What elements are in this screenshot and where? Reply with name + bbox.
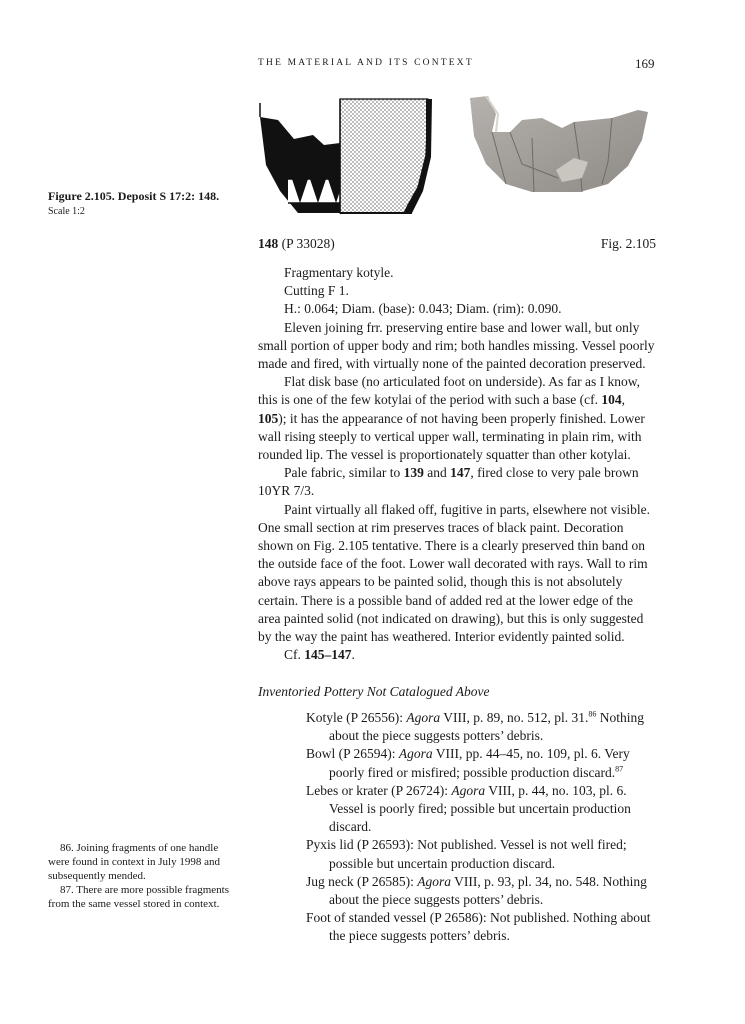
inventory-item: Jug neck (P 26585): Agora VIII, p. 93, pl. 34, no. 548. Nothing about the piece suggests potters’ debris.	[306, 873, 647, 908]
entry-number: 148	[258, 236, 279, 251]
inventory-list	[306, 709, 658, 946]
catalogue-entry-heading	[258, 236, 656, 252]
entry-dimensions: H.: 0.064; Diam. (base): 0.043; Diam. (rim): 0.090.	[284, 301, 562, 317]
figure-caption	[48, 189, 238, 219]
entry-fabric: Pale fabric, similar to 139 and 147, fired close to very pale brown 10YR 7/3.	[258, 465, 639, 499]
catalogue-entry-body	[258, 264, 656, 664]
entry-context: Cutting F 1.	[284, 283, 349, 299]
entry-decoration: Paint virtually all flaked off, fugitive in parts, elsewhere not visible. One small section at rim preserves traces of black paint. Decoration shown on Fig. 2.105 tentative. There is a clearly preserved thin band on the outside face of the foot. Lower wall decorated with rays. Wall to rim above rays appears to be painted solid, though this is not absolutely certain. There is a possible band of added red at the lower edge of the area painted solid (not indicated on drawing), but this is only suggested by the way the paint has weathered. Interior evidently painted solid.	[258, 501, 651, 645]
entry-description: Fragmentary kotyle.	[284, 265, 394, 280]
entry-comparanda: Cf. 145–147.	[284, 647, 355, 663]
footnote: 86. Joining fragments of one handle were found in context in July 1998 and subsequently mended.	[48, 842, 220, 882]
figure-caption-title: Figure 2.105. Deposit S 17:2: 148.	[48, 189, 220, 203]
inventory-item: Lebes or krater (P 26724): Agora VIII, p. 44, no. 103, pl. 6. Vessel is poorly fired; possible but uncertain production discard.	[306, 782, 631, 835]
figure-caption-scale: Scale 1:2	[48, 206, 85, 217]
inventory-item: Pyxis lid (P 26593): Not published. Vessel is not well fired; possible but uncertain production discard.	[306, 837, 627, 871]
entry-shape: Flat disk base (no articulated foot on underside). As far as I know, this is one of the few kotylai of the period with such a base (cf. 104, 105); it has the appearance of not having been properly finished. Lower wall rising steeply to vertical upper wall, terminating in plain rim, with rounded lip. The vessel is proportionately squatter than other kotylai.	[258, 374, 645, 463]
entry-preservation: Eleven joining frr. preserving entire base and lower wall, but only small portion of upper body and rim; both handles missing. Vessel poorly made and fired, with virtually none of the painted decoration preserved.	[258, 319, 655, 372]
footnote: 87. There are more possible fragments from the same vessel stored in context.	[48, 884, 230, 910]
kotyle-profile-drawing-icon	[258, 95, 433, 215]
inventory-item: Bowl (P 26594): Agora VIII, pp. 44–45, no. 109, pl. 6. Very poorly fired or misfired; possible production discard.$^{87}$	[306, 746, 630, 780]
kotyle-photo-icon	[462, 92, 652, 194]
inventory-item: Foot of standed vessel (P 26586): Not published. Nothing about the piece suggests potters’ debris.	[306, 910, 651, 944]
section-title: Inventoried Pottery Not Catalogued Above	[258, 684, 490, 699]
entry-figure-ref: Fig. 2.105	[600, 236, 656, 251]
running-head: THE MATERIAL AND ITS CONTEXT	[258, 58, 474, 68]
page-number: 169	[635, 56, 655, 71]
footnotes	[48, 841, 238, 911]
entry-inventory: (P 33028)	[278, 236, 335, 251]
inventory-item: Kotyle (P 26556): Agora VIII, p. 89, no. 512, pl. 31.86 Nothing about the piece suggests potters’ debris.	[306, 709, 645, 744]
